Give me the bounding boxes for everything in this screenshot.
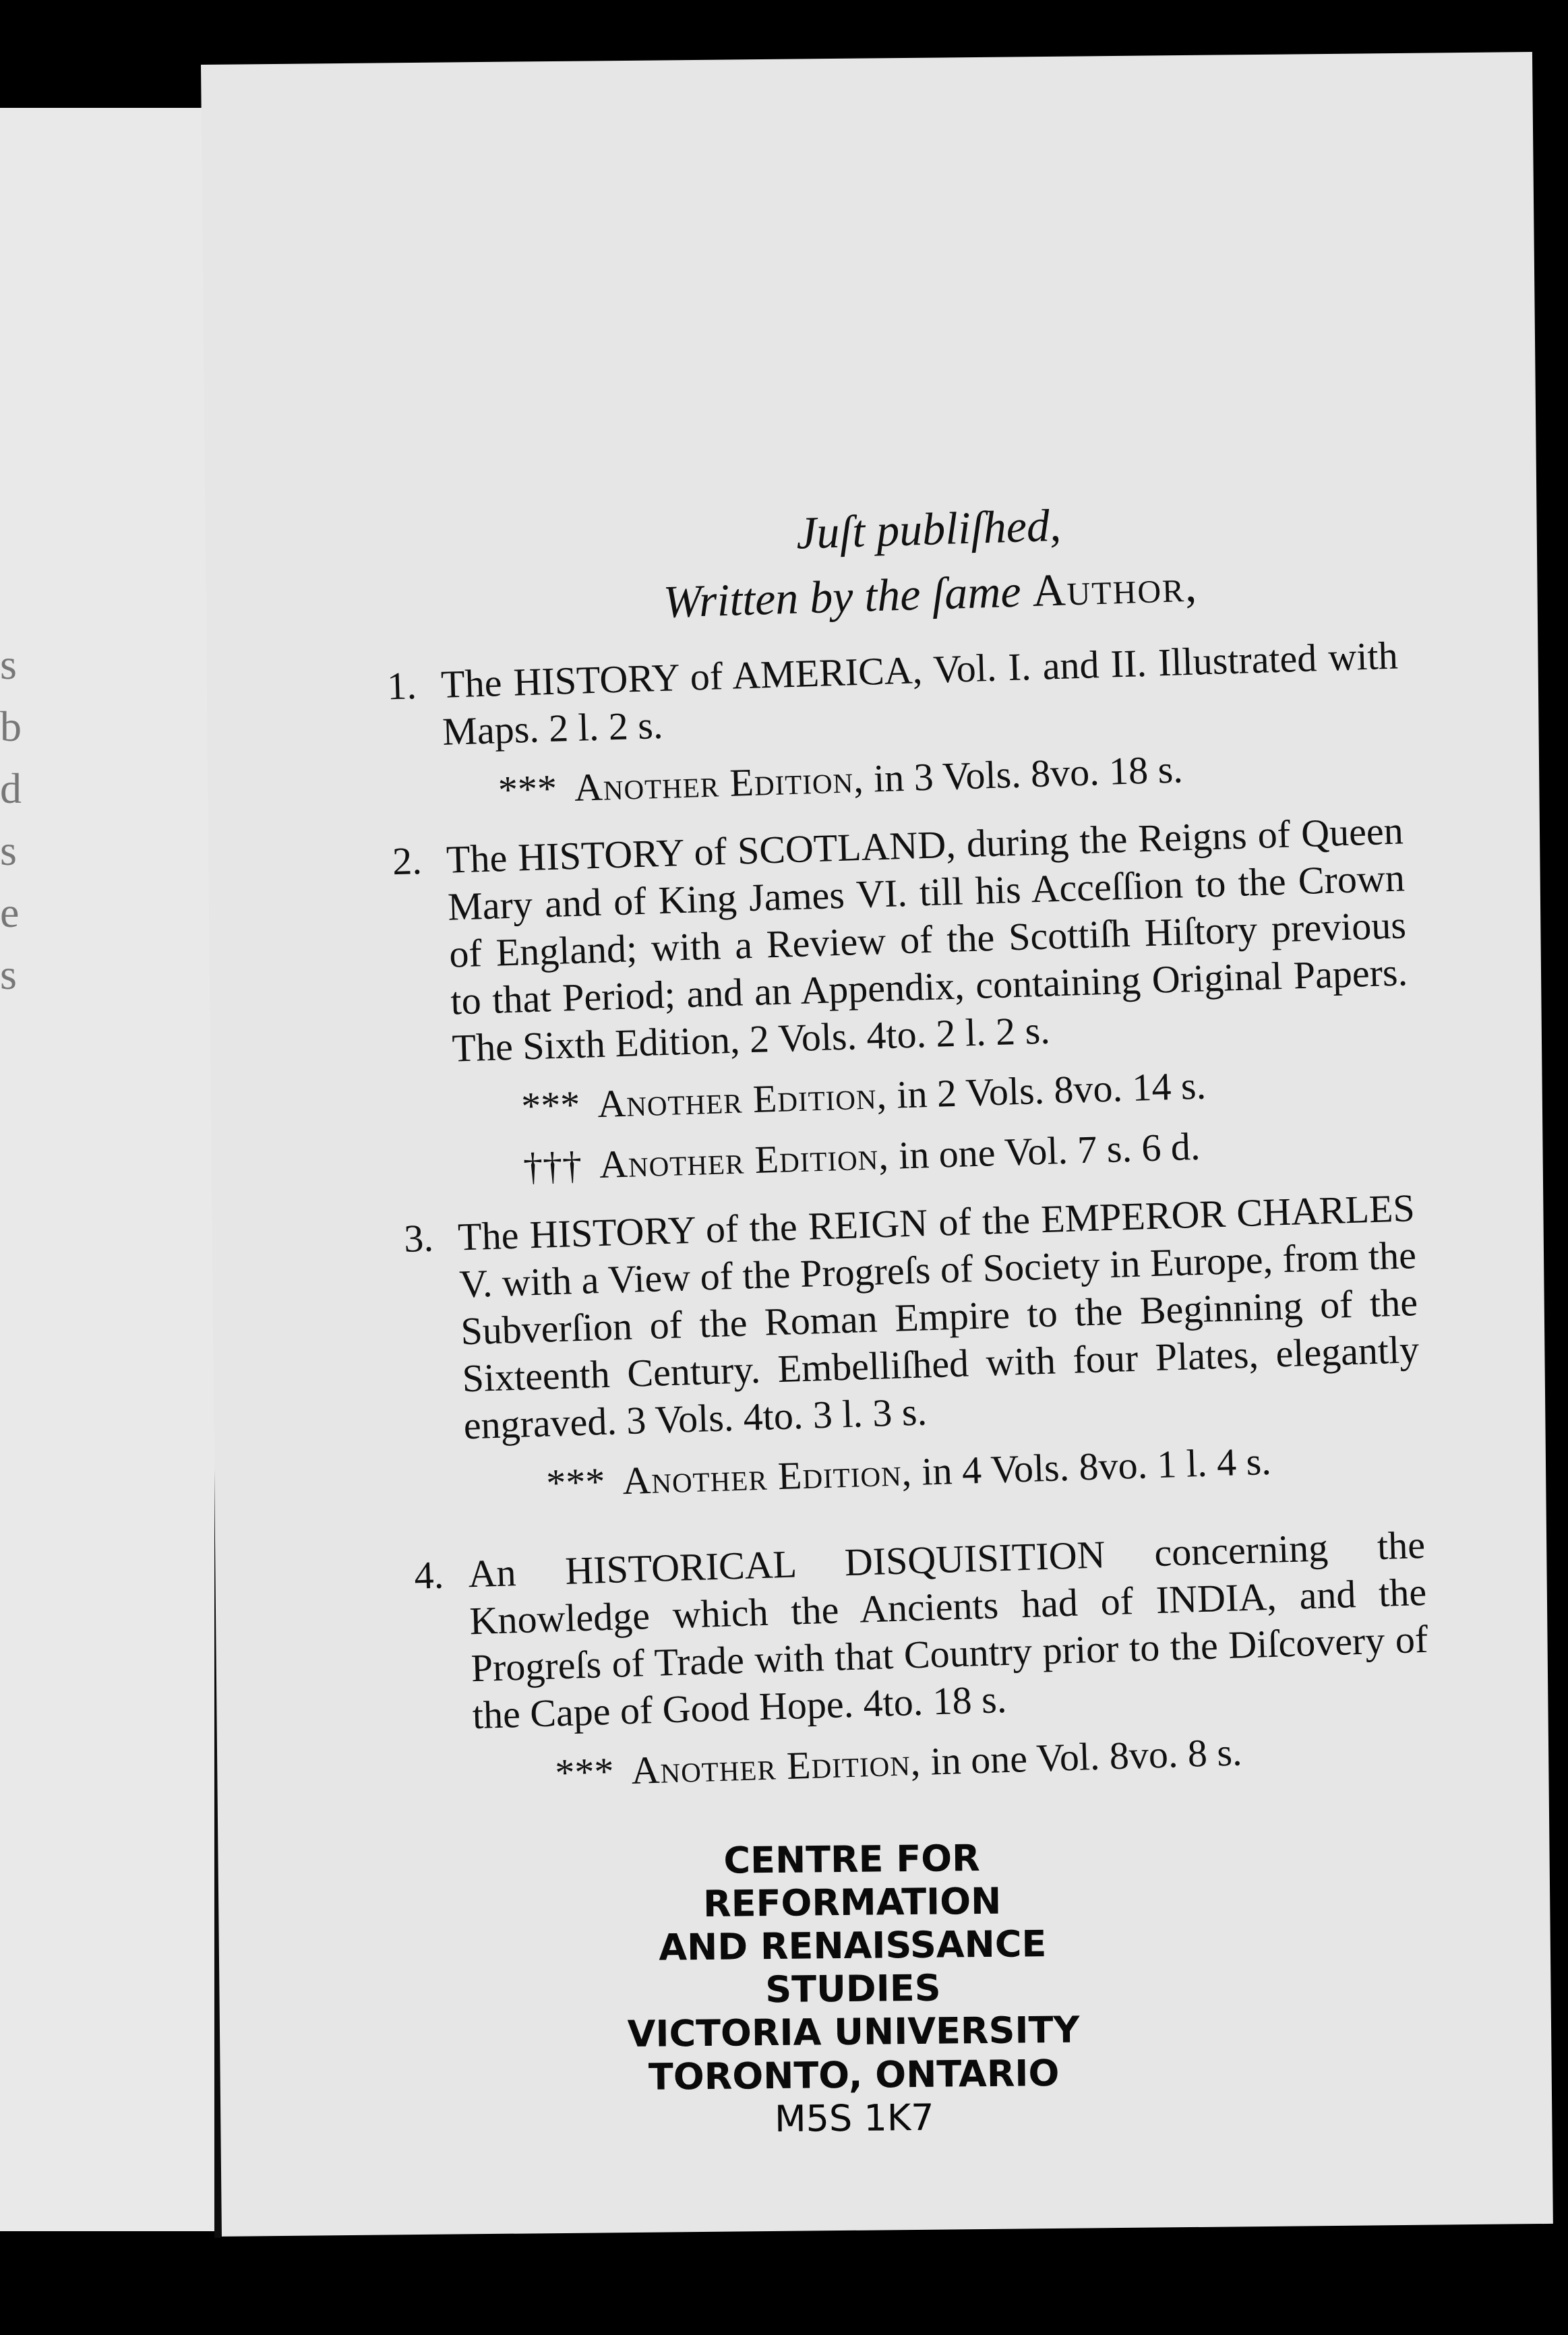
facing-page [0, 108, 218, 2231]
entry-number: 1. [386, 663, 417, 708]
edition-label: Another Edition, [630, 1739, 922, 1793]
edition-details: in one Vol. 7 s. 6 d. [898, 1124, 1201, 1178]
edition-label: Another Edition, [622, 1450, 913, 1503]
entry-text: The HISTORY of AMERICA, Vol. I. and II. Illustrated with Maps. 2 l. 2 s. [440, 633, 1399, 754]
stamp-line: VICTORIA UNIVERSITY [627, 2008, 1080, 2056]
entry-text: The HISTORY of SCOTLAND, during the Reigns of Queen Mary and of King James VI. till his Acceſſion to the Crown of England; with a Review of the Scottiſh Hiſtory previous to that Period; and an Appendix, containing Original Papers. The Sixth Edition, 2 Vols. 4to. 2 l. 2 s. [446, 808, 1408, 1070]
edition-details: in 4 Vols. 8vo. 1 l. 4 s. [921, 1438, 1272, 1494]
entry-2-edition-2 [522, 1116, 1414, 1191]
entry-number: 3. [403, 1215, 434, 1261]
entry-2 [392, 807, 1410, 1074]
entry-3-edition-1 [545, 1432, 1423, 1508]
library-stamp [615, 1836, 1090, 2142]
entry-number: 4. [413, 1552, 445, 1598]
book-page [201, 52, 1553, 2237]
edition-label: Another Edition, [597, 1072, 888, 1126]
asterism-icon: *** [545, 1459, 606, 1505]
entry-1 [386, 632, 1400, 758]
entry-number: 2. [392, 838, 423, 884]
stamp-postal-code: M5S 1K7 [774, 2096, 934, 2140]
heading-just-published: Juſt publiſhed, [795, 499, 1062, 559]
entry-text: The HISTORY of the REIGN of the EMPEROR CHARLES V. with a View of the Progreſs of Society in Europe, from the Subverſion of the Roman Empire to the Beginning of the Sixteenth Century. Embelliſhed with four Plates, elegantly engraved. 3 Vols. 4to. 3 l. 3 s. [457, 1186, 1420, 1448]
edition-label: Another Edition, [599, 1133, 890, 1187]
stamp-line: AND RENAISSANCE STUDIES [659, 1922, 1047, 2011]
stamp-line: CENTRE FOR REFORMATION [702, 1837, 1002, 1925]
entry-3 [403, 1184, 1421, 1451]
stamp-line: TORONTO, ONTARIO [648, 2051, 1060, 2098]
dagger-icon: ††† [522, 1143, 583, 1189]
scan-border [0, 2238, 1568, 2335]
edition-label: Another Edition, [573, 756, 865, 810]
heading [462, 483, 1396, 640]
edition-details: in 2 Vols. 8vo. 14 s. [896, 1063, 1207, 1117]
edition-details: in one Vol. 8vo. 8 s. [930, 1730, 1243, 1784]
entry-4 [413, 1521, 1430, 1741]
page-text [382, 483, 1432, 1802]
entry-1-edition-1 [497, 738, 1402, 814]
entry-text: An HISTORICAL DISQUISITION concerning the Knowledge which the Ancients had of INDIA, and the Progreſs of Trade with that Country prior to the Diſcovery of the Cape of Good Hope. 4to. 18 s. [467, 1522, 1429, 1738]
heading-author: Author, [1031, 559, 1199, 617]
edition-details: in 3 Vols. 8vo. 18 s. [873, 747, 1184, 801]
facing-page-bleed-through: s b d s e s [0, 640, 22, 998]
asterism-icon: *** [520, 1082, 581, 1128]
asterism-icon: *** [497, 766, 557, 812]
heading-written-by-italic: Written by the ſame [662, 565, 1022, 628]
asterism-icon: *** [554, 1749, 615, 1795]
entry-4-edition-1 [554, 1722, 1432, 1798]
